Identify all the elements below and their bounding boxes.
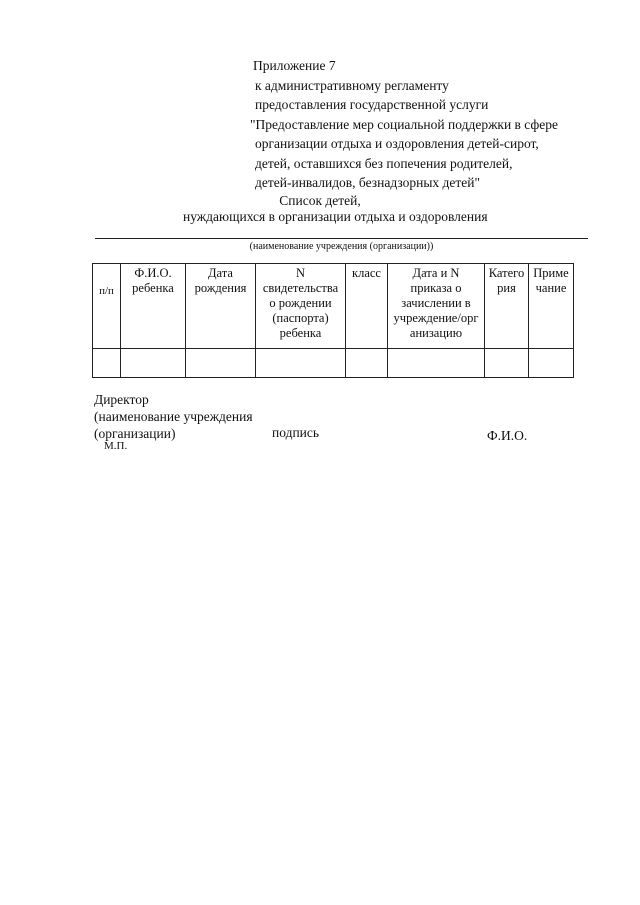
signature-role: Директор xyxy=(94,392,149,407)
table-cell xyxy=(121,348,186,377)
table-cell xyxy=(388,348,485,377)
header-line: Приложение 7 xyxy=(253,58,336,73)
table-cell xyxy=(485,348,529,377)
column-header-certificate: N свидетельства о рождении (паспорта) ребенка xyxy=(256,264,346,349)
table-cell xyxy=(346,348,388,377)
children-list-table xyxy=(92,263,574,378)
column-header-grade: класс xyxy=(346,264,388,349)
table-cell xyxy=(186,348,256,377)
table-cell xyxy=(93,348,121,377)
signature-sign-label: подпись xyxy=(272,425,320,440)
appendix-header xyxy=(250,56,630,193)
column-header-category: Катего рия xyxy=(485,264,529,349)
document-subtitle: нуждающихся в организации отдыха и оздоровления xyxy=(183,209,488,224)
organization-caption: (наименование учреждения (организации)) xyxy=(249,241,434,252)
column-header-note: Приме чание xyxy=(529,264,574,349)
column-header-order: Дата и N приказа о зачислении в учреждение/орг анизацию xyxy=(388,264,485,349)
signature-fio-label: Ф.И.О. xyxy=(487,428,528,443)
stamp-label: М.П. xyxy=(104,440,128,452)
header-line: к административному регламенту xyxy=(255,77,449,93)
table-header-row xyxy=(93,264,574,349)
document-title: Список детей, xyxy=(279,193,361,208)
header-line: предоставления государственной услуги xyxy=(255,97,489,112)
header-line: организации отдыха и оздоровления детей-сирот, xyxy=(255,136,539,151)
column-header-name: Ф.И.О. ребенка xyxy=(121,264,186,349)
table-row xyxy=(93,348,574,377)
header-line: детей, оставшихся без попечения родителей, xyxy=(255,155,513,171)
table-cell xyxy=(529,348,574,377)
table-cell xyxy=(256,348,346,377)
signature-org-line1: (наименование учреждения xyxy=(94,409,253,424)
header-line: "Предоставление мер социальной поддержки в сфере xyxy=(250,116,558,132)
column-header-birthdate: Дата рождения xyxy=(186,264,256,349)
header-line: детей-инвалидов, безнадзорных детей" xyxy=(255,175,481,190)
column-header-number: п/п xyxy=(93,264,121,349)
organization-underline xyxy=(95,238,588,239)
signature-org-line2: (организации) xyxy=(94,426,176,441)
signature-block xyxy=(94,391,253,442)
